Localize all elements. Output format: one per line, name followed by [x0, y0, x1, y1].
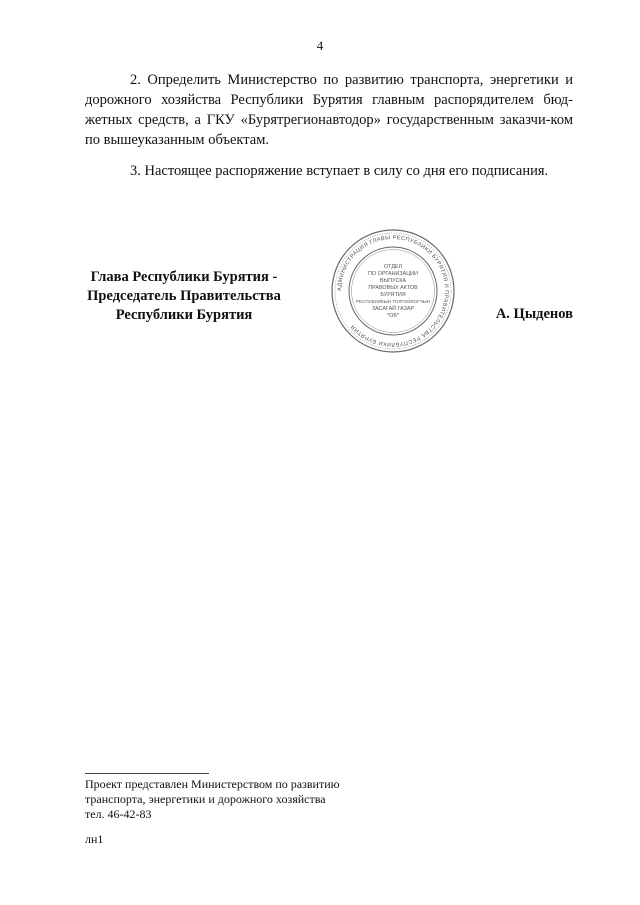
seal-inner-line: ПРАВОВЫХ АКТОВ [368, 285, 418, 291]
official-seal-stamp [330, 228, 456, 354]
footer-divider [85, 773, 209, 774]
signatory-title [74, 268, 294, 325]
signer-name: А. Цыденов [495, 306, 573, 322]
signatory-title-line: Республики Бурятия [115, 307, 253, 323]
seal-inner-line: ОТДЕЛ [383, 264, 403, 270]
seal-inner-line: БУРЯТИЯ [380, 292, 406, 298]
executor-initials: лн1 [85, 832, 104, 846]
paragraph-3: 3. Настоящее распоряжение вступает в силу со дня его подписания. [130, 163, 549, 179]
seal-inner-line: ВЫПУСКА [379, 278, 407, 284]
signatory-title-line: Глава Республики Бурятия - [90, 269, 278, 285]
footer-line: тел. 46-42-83 [85, 807, 152, 821]
footer-note [85, 777, 340, 822]
paragraph-2: 2. Определить Министерство по развитию транспорта, энергетики и дорожного хозяйства Республики Бурятия главным распорядителем бюд-жетных средств, а ГКУ «Бурятрегионавтодор» государственным заказчи-ком по вышеуказанным объектам. [85, 72, 573, 148]
footer-line: Проект представлен Министерством по развитию [85, 777, 340, 791]
seal-inner-line: ЗАСАГАЙ ГАЗАР [371, 306, 415, 312]
signatory-title-line: Председатель Правительства [87, 288, 281, 304]
seal-outer-text: АДМИНИСТРАЦИЯ ГЛАВЫ РЕСПУБЛИКИ БУРЯТИЯ И ПРАВИТЕЛЬСТВА РЕСПУБЛИКИ БУРЯТИЯ [336, 234, 450, 348]
page-number: 4 [316, 38, 324, 53]
footer-line: транспорта, энергетики и дорожного хозяйства [85, 792, 326, 806]
seal-inner-line: ПО ОРГАНИЗАЦИИ [368, 271, 418, 277]
seal-inner-line: *ОБ* [387, 313, 399, 319]
seal-inner-line: РЕСПУБЛИКЫН ТОЛГОЙЛОГЧЫН [355, 299, 431, 304]
